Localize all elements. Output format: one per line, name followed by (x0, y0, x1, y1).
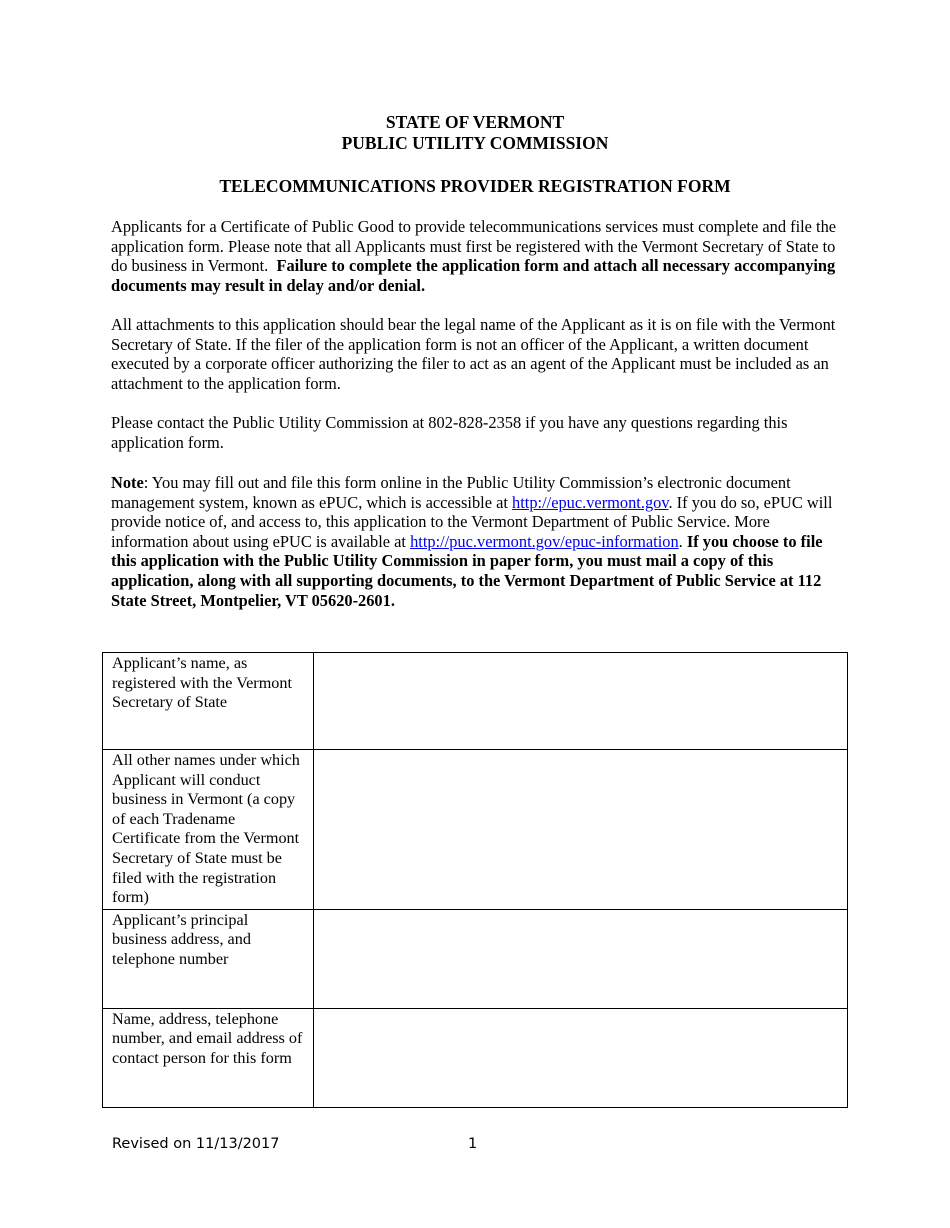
other-names-field[interactable] (314, 750, 848, 910)
intro-paragraph (111, 217, 839, 295)
contact-person-label: Name, address, telephone number, and email address of contact person for this form (103, 1008, 314, 1107)
business-address-field[interactable] (314, 909, 848, 1008)
state-title: STATE OF VERMONT (385, 112, 565, 132)
table-row (103, 909, 848, 1008)
note-text-b: . If you do so, ePUC will provide notice of, and access to, this application to the Vermont Department of Public Service. More information about using ePUC is available at (111, 492, 833, 551)
intro-warning: Failure to complete the application form and attach all necessary accompanying documents may result in delay and/or denial. (111, 256, 836, 295)
attachments-paragraph: All attachments to this application should bear the legal name of the Applicant as it is on file with the Vermont Secretary of State. If the filer of the application form is not an officer of the Applicant, a written document executed by a corporate officer authorizing the filer to act as an agent of the Applicant must be included as an attachment to the application form. (111, 315, 836, 393)
agency-header (0, 112, 950, 154)
epuc-link[interactable]: http://epuc.vermont.gov (512, 492, 669, 512)
contact-person-field[interactable] (314, 1008, 848, 1107)
table-row (103, 653, 848, 750)
registration-form-table (102, 652, 848, 1108)
note-text-c: . (678, 531, 687, 551)
contact-paragraph: Please contact the Public Utility Commission at 802-828-2358 if you have any questions regarding this application form. (111, 413, 788, 452)
note-label: Note (111, 473, 144, 492)
form-title: TELECOMMUNICATIONS PROVIDER REGISTRATION FORM (219, 176, 731, 196)
table-row (103, 1008, 848, 1107)
note-text-a: : You may fill out and file this form online in the Public Utility Commission’s electronic document management system, known as ePUC, which is accessible at (111, 473, 791, 512)
other-names-label: All other names under which Applicant will conduct business in Vermont (a copy of each Tradename Certificate from the Vermont Secretary of State must be filed with the registration form) (103, 750, 314, 910)
applicant-name-label: Applicant’s name, as registered with the Vermont Secretary of State (103, 653, 314, 750)
epuc-information-link[interactable]: http://puc.vermont.gov/epuc-information (410, 531, 679, 551)
commission-title: PUBLIC UTILITY COMMISSION (341, 133, 609, 153)
note-paragraph (111, 473, 839, 610)
table-row (103, 750, 848, 910)
paper-filing-instructions: If you choose to file this application with the Public Utility Commission in paper form, you must mail a copy of this application, along with all supporting documents, to the Vermont Department of Public Service at 112 State Street, Montpelier, VT 05620-2601. (111, 531, 823, 610)
intro-text: Applicants for a Certificate of Public Good to provide telecommunications services must complete and file the application form. Please note that all Applicants must first be registered with the Vermont Secretary of State to do business in Vermont. (111, 217, 837, 276)
page-number: 1 (468, 1136, 478, 1152)
revision-date: Revised on 11/13/2017 (112, 1136, 280, 1152)
business-address-label: Applicant’s principal business address, and telephone number (103, 909, 314, 1008)
applicant-name-field[interactable] (314, 653, 848, 750)
